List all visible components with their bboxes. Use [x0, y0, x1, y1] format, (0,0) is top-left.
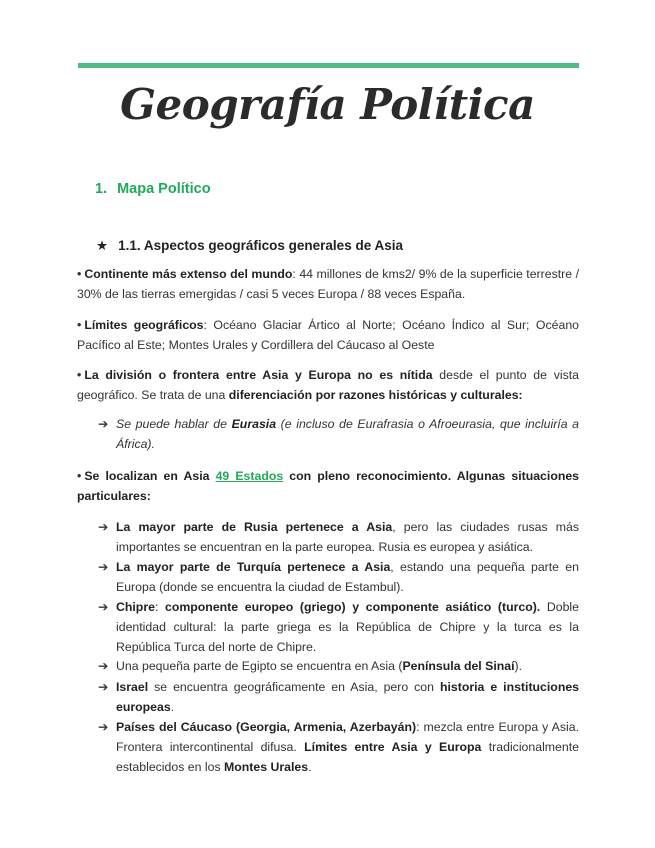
bullet-icon: • [77, 469, 82, 483]
list-item-israel [98, 677, 579, 717]
paragraph-limits [77, 315, 579, 355]
paragraph-bold: Límites geográficos [84, 318, 204, 332]
list-item-eurasia [98, 414, 579, 454]
arrow-icon: ➔ [98, 720, 109, 734]
section-heading [95, 181, 211, 197]
item-text: se encuentra geográficamente en Asia, pero con [148, 680, 440, 694]
paragraph-text: : 44 millones de kms2/ 9% de la superficie terrestre / 30% de las tierras emergidas / casi 5 veces Europa / 88 veces España. [77, 267, 579, 301]
list-item-caucasus [98, 717, 579, 777]
item-text: . [308, 760, 312, 774]
paragraph-bold: Se localizan en Asia [84, 469, 216, 483]
paragraph-states [77, 466, 579, 506]
paragraph-bold: Continente más extenso del mundo [84, 267, 293, 281]
item-text: tradicionalmente establecidos en los [116, 740, 579, 774]
page-title: Geografía Política [120, 80, 535, 129]
arrow-icon: ➔ [98, 680, 109, 694]
item-text: : mezcla entre Europa y Asia. Frontera intercontinental difusa. [116, 720, 579, 754]
list-item-turkey [98, 557, 579, 597]
item-bold: Montes Urales [224, 760, 309, 774]
arrow-icon: ➔ [98, 659, 109, 673]
item-bold: Límites entre Asia y Europa [304, 740, 482, 754]
paragraph-division [77, 365, 579, 405]
subsection-heading [96, 238, 403, 254]
paragraph-bold: La división o frontera entre Asia y Europa no es nítida [84, 368, 433, 382]
bullet-icon: • [77, 267, 82, 281]
item-bold: Chipre [116, 600, 155, 614]
list-item-cyprus [98, 597, 579, 657]
paragraph-text: desde el punto de vista geográfico. Se trata de una [77, 368, 579, 402]
item-text: : [154, 600, 165, 614]
bullet-icon: • [77, 318, 82, 332]
item-bold: La mayor parte de Rusia pertenece a Asia [116, 520, 393, 534]
list-item-russia [98, 517, 579, 557]
item-bold: Eurasia [231, 417, 277, 431]
star-icon: ★ [96, 238, 109, 253]
item-bold: Península del Sinaí [402, 659, 515, 673]
subsection-label: 1.1. Aspectos geográficos generales de Asia [118, 238, 403, 253]
item-bold: Israel [116, 680, 149, 694]
arrow-icon: ➔ [98, 600, 109, 614]
item-bold: Países del Cáucaso (Georgia, Armenia, Azerbayán) [116, 720, 417, 734]
paragraph-bold: con pleno reconocimiento. Algunas situaciones particulares: [77, 469, 580, 503]
item-bold: historia e instituciones europeas [116, 680, 580, 714]
item-text: (e incluso de Eurafrasia o Afroeurasia, que incluiría a África). [116, 417, 580, 451]
list-item-egypt [98, 656, 579, 676]
item-text: . [170, 700, 175, 714]
item-text: ). [514, 659, 523, 673]
header-rule [78, 63, 579, 68]
item-text: Se puede hablar de [116, 417, 232, 431]
item-text: Una pequeña parte de Egipto se encuentra en Asia ( [116, 659, 403, 673]
item-text: , estando una pequeña parte en Europa (donde se encuentra la ciudad de Estambul). [116, 560, 579, 594]
section-number: 1. [95, 181, 108, 197]
item-bold: La mayor parte de Turquía pertenece a Asia [116, 560, 391, 574]
arrow-icon: ➔ [98, 560, 109, 574]
item-text: , pero las ciudades rusas más importantes se encuentran en la parte europea. Rusia es europea y asiática. [116, 520, 579, 554]
paragraph-bold: diferenciación por razones históricas y culturales: [228, 388, 523, 402]
arrow-icon: ➔ [98, 417, 109, 431]
section-label: Mapa Político [117, 181, 211, 197]
arrow-icon: ➔ [98, 520, 109, 534]
item-bold: componente europeo (griego) y componente asiático (turco). [165, 600, 541, 614]
bullet-icon: • [77, 368, 82, 382]
paragraph-extension [77, 264, 579, 304]
item-text: Doble identidad cultural: la parte griega es la República de Chipre y la turca es la República Turca del norte de Chipre. [116, 600, 579, 654]
states-link[interactable]: 49 Estados [215, 469, 284, 483]
paragraph-text: : Océano Glaciar Ártico al Norte; Océano Índico al Sur; Océano Pacífico al Este; Montes Urales y Cordillera del Cáucaso al Oeste [77, 318, 579, 352]
